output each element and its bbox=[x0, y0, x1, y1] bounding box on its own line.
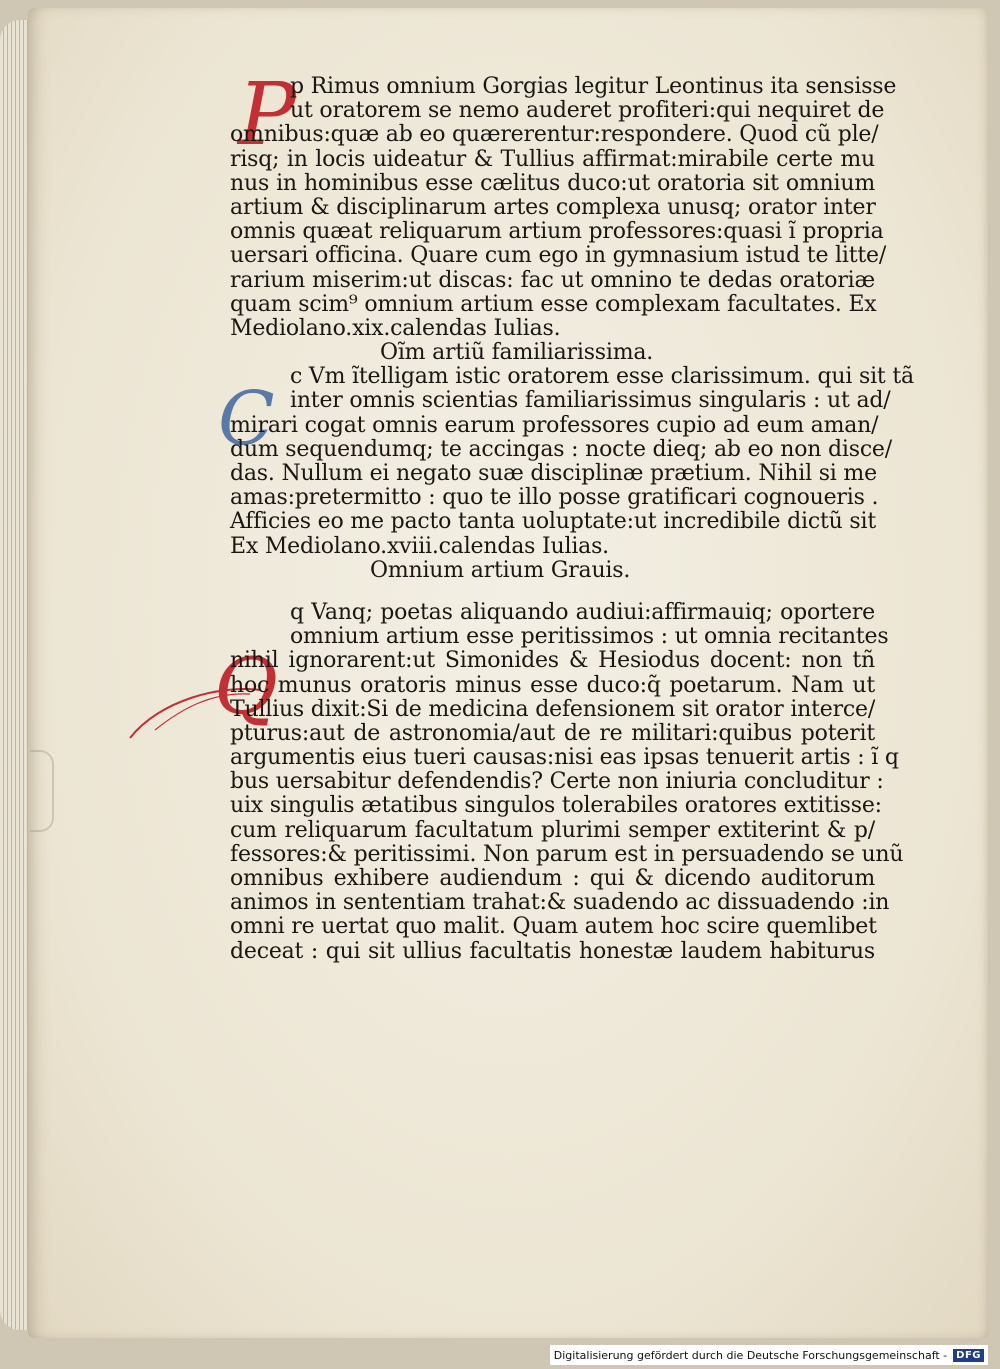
text-line: rarium miserim:ut discas: fac ut omnino te dedas oratoriæ bbox=[230, 267, 875, 293]
page-clip-mark bbox=[30, 750, 54, 832]
text-line: mirari cogat omnis earum professores cupio ad eum aman/ bbox=[230, 412, 879, 438]
red-initial-p: P bbox=[238, 65, 296, 165]
text-line: animos in sententiam trahat:& suadendo ac dissuadendo :in bbox=[230, 890, 890, 916]
text-line: dum sequendumq; te accingas : nocte dieq; ab eo non disce/ bbox=[230, 436, 892, 462]
text-line: deceat : qui sit ullius facultatis honestæ laudem habiturus bbox=[230, 938, 875, 964]
dfg-logo: DFG bbox=[953, 1349, 984, 1362]
text-line: inter omnis scientias familiarissimus singularis : ut ad/ bbox=[290, 388, 891, 414]
text-line: omnis quæat reliquarum artium professores:quasi ĩ propria bbox=[230, 219, 884, 245]
text-line: Afficies eo me pacto tanta uoluptate:ut incredibile dictũ sit bbox=[230, 509, 876, 535]
text-line: omnibus exhibere audiendum : qui & dicendo auditorum bbox=[230, 866, 875, 891]
text-line: pturus:aut de astronomia/aut de re militari:quibus poterit bbox=[230, 720, 875, 746]
text-line: amas:pretermitto : quo te illo posse gratificari cognoueris . bbox=[230, 485, 879, 511]
text-line: nihil ignorarent:ut Simonides & Hesiodus docent: non tñ bbox=[230, 648, 875, 674]
text-line: omnium artium esse peritissimos : ut omnia recitantes bbox=[290, 624, 889, 650]
text-line: hoc munus oratoris minus esse duco:q̃ poetarum. Nam ut bbox=[230, 672, 875, 698]
text-line: bus uersabitur defendendis? Certe non iniuria concluditur : bbox=[230, 769, 884, 795]
section-heading: Oĩm artiũ familiarissima. bbox=[380, 340, 654, 366]
text-line: Mediolano.xix.calendas Iulias. bbox=[230, 315, 561, 341]
footer-credit bbox=[550, 1345, 988, 1365]
text-line: uersari officina. Quare cum ego in gymnasium istud te litte/ bbox=[230, 243, 887, 269]
text-line: q Vanq; poetas aliquando audiui:affirmauiq; oportere bbox=[290, 599, 875, 625]
red-initial-q: Q bbox=[214, 642, 278, 732]
text-line: quam scim⁹ omnium artium esse complexam facultates. Ex bbox=[230, 291, 877, 317]
text-line: omni re uertat quo malit. Quam autem hoc scire quemlibet bbox=[230, 914, 877, 940]
text-line: fessores:& peritissimi. Non parum est in persuadendo se unũ bbox=[230, 841, 904, 867]
text-line: risq; in locis uideatur & Tullius affirmat:mirabile certe mu bbox=[230, 146, 875, 172]
text-line: Ex Mediolano.xviii.calendas Iulias. bbox=[230, 533, 609, 559]
text-line: p Rimus omnium Gorgias legitur Leontinus ita sensisse bbox=[290, 74, 897, 99]
text-line: omnibus:quæ ab eo quærerentur:respondere. Quod cũ ple/ bbox=[230, 122, 879, 148]
text-line: nus in hominibus esse cælitus duco:ut oratoria sit omnium bbox=[230, 170, 875, 196]
text-line: artium & disciplinarum artes complexa unusq; orator inter bbox=[230, 194, 876, 220]
text-line: ut oratorem se nemo auderet profiteri:qui nequiret de bbox=[290, 98, 885, 124]
blue-initial-c: C bbox=[218, 376, 275, 462]
text-line: das. Nullum ei negato suæ disciplinæ prætium. Nihil si me bbox=[230, 461, 877, 486]
text-line: Tullius dixit:Si de medicina defensionem sit orator interce/ bbox=[230, 696, 876, 722]
footer-text: Digitalisierung gefördert durch die Deutsche Forschungsgemeinschaft - bbox=[553, 1348, 948, 1362]
text-line: c Vm ĩtelligam istic oratorem esse clarissimum. qui sit tã bbox=[290, 364, 914, 390]
main-text bbox=[230, 74, 914, 964]
section-heading: Omnium artium Grauis. bbox=[370, 557, 631, 583]
text-line: cum reliquarum facultatum plurimi semper extiterint & p/ bbox=[230, 817, 875, 843]
text-line: argumentis eius tueri causas:nisi eas ipsas tenuerit artis : ĩ q bbox=[230, 745, 899, 771]
text-line: uix singulis ætatibus singulos tolerabiles oratores extitisse: bbox=[230, 793, 882, 819]
